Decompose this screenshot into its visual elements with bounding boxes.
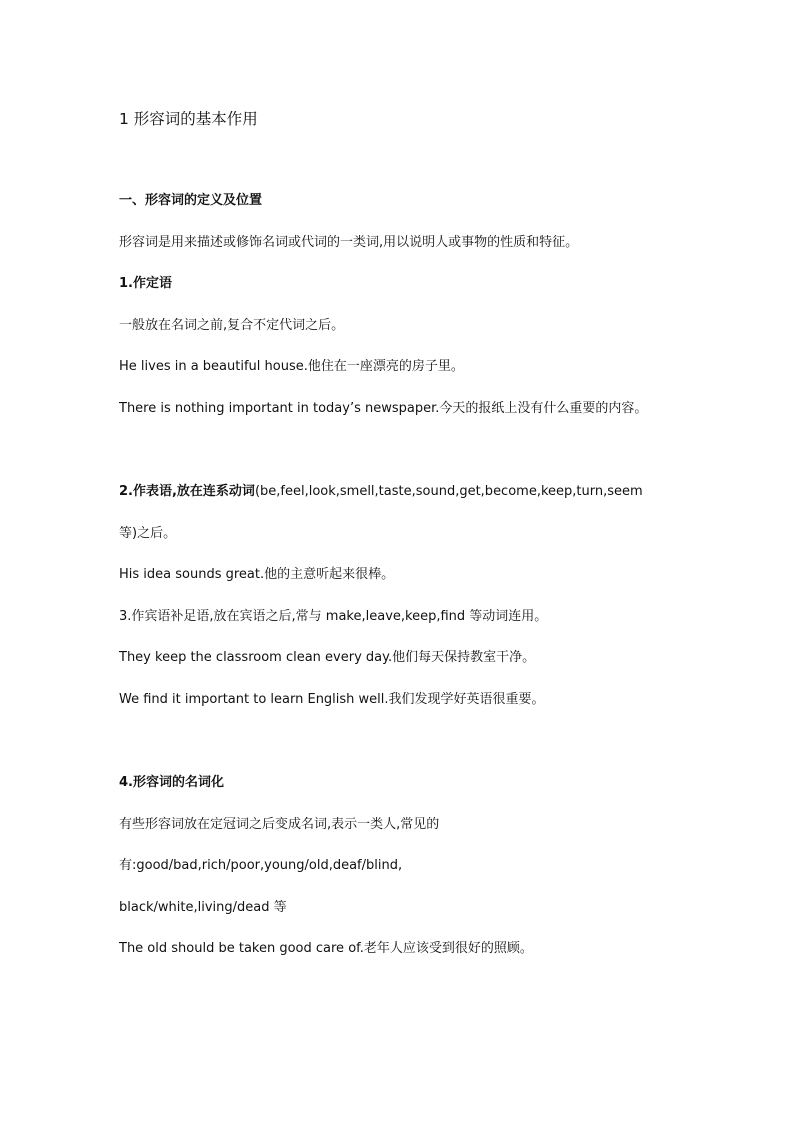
point1-heading: 1.作定语 — [119, 276, 172, 291]
point2-heading-verbs: (be,feel,look,smell,taste,sound,get,become,keep,turn,seem — [254, 484, 643, 499]
point3-example-1: They keep the classroom clean every day.他们每天保持教室干净。 — [119, 650, 536, 665]
point4-line-1: 有些形容词放在定冠词之后变成名词,表示一类人,常见的 — [119, 817, 440, 832]
point2-heading-continued: 等)之后。 — [119, 526, 177, 541]
point4-line-3: black/white,living/dead 等 — [119, 900, 287, 915]
point4-line-2: 有:good/bad,rich/poor,young/old,deaf/blind, — [119, 858, 403, 873]
point4-heading: 4.形容词的名词化 — [119, 775, 224, 790]
definition-text: 形容词是用来描述或修饰名词或代词的一类词,用以说明人或事物的性质和特征。 — [119, 235, 579, 250]
point1-rule: 一般放在名词之前,复合不定代词之后。 — [119, 318, 345, 333]
point2-heading-bold: 2.作表语,放在连系动词 — [119, 484, 255, 499]
point1-example-2: There is nothing important in today’s newspaper.今天的报纸上没有什么重要的内容。 — [119, 401, 648, 416]
point2-heading — [119, 484, 643, 500]
point4-example: The old should be taken good care of.老年人应该受到很好的照顾。 — [119, 941, 533, 956]
point2-example: His idea sounds great.他的主意听起来很棒。 — [119, 567, 395, 582]
document-title: 1 形容词的基本作用 — [119, 110, 258, 128]
point3-example-2: We find it important to learn English well.我们发现学好英语很重要。 — [119, 692, 545, 707]
point3-heading: 3.作宾语补足语,放在宾语之后,常与 make,leave,keep,find 等动词连用。 — [119, 609, 548, 624]
point1-example-1: He lives in a beautiful house.他住在一座漂亮的房子里。 — [119, 359, 464, 374]
section-heading: 一、形容词的定义及位置 — [119, 193, 263, 208]
